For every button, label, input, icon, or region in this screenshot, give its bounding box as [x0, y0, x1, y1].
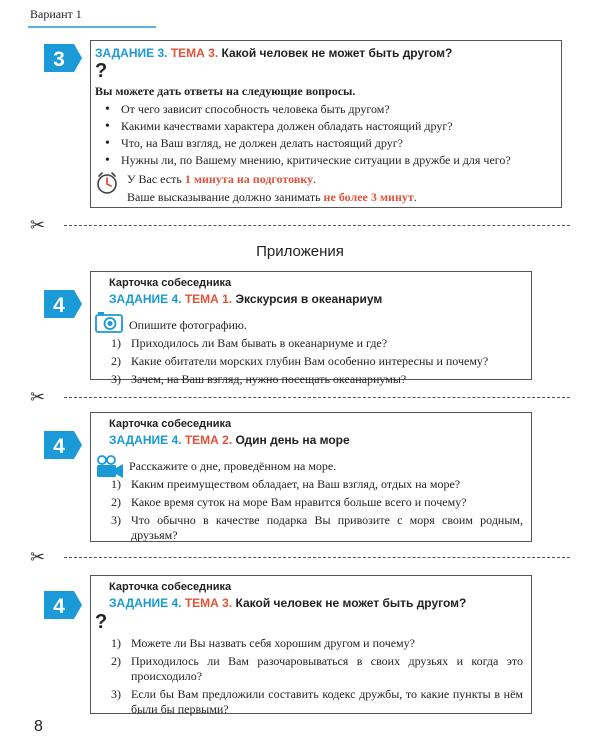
q-text: Если бы Вам предложили составить кодекс дружбы, то какие пункты в нём были бы первыми? [131, 687, 523, 716]
task-badge-4 [44, 431, 82, 459]
q-number: 3) [111, 513, 121, 527]
card3-title: Какой человек не может быть другом? [235, 596, 467, 610]
card1-title: Экскурсия в океанариум [235, 292, 383, 306]
q-text: Зачем, на Ваш взгляд, нужно посещать океанариумы? [131, 372, 407, 386]
camera-icon [95, 311, 123, 338]
list-item: • Что, на Ваш взгляд, не должен делать настоящий друг? [95, 136, 555, 151]
clock-icon [95, 171, 119, 200]
card2-task-label: ЗАДАНИЕ 4. [109, 433, 182, 447]
scissors-icon: ✂ [30, 215, 46, 236]
card2-title: Один день на море [235, 433, 350, 447]
task3-intro: Вы можете дать ответы на следующие вопросы. [95, 84, 356, 98]
card2-instruction: Расскажите о дне, проведённом на море. [129, 459, 337, 473]
list-item [109, 636, 523, 651]
list-item [109, 513, 523, 543]
interlocutor-card-2 [90, 412, 532, 542]
scissors-icon: ✂ [30, 387, 46, 408]
card1-theme-label: ТЕМА 1. [184, 292, 233, 306]
prep-time: 1 минута на подготовку [184, 172, 314, 186]
q-text: Какое время суток на море Вам нравится больше всего и почему? [131, 495, 467, 509]
q-text: Приходилось ли Вам разочаровываться в своих друзьях и когда это происходило? [131, 654, 523, 683]
task-badge-3 [44, 44, 82, 72]
interlocutor-label: Карточка собеседника [109, 277, 232, 289]
question-mark-icon: ? [95, 611, 108, 633]
card3-theme-label: ТЕМА 3. [184, 596, 233, 610]
task-badge-3-number: 3 [53, 48, 65, 71]
list-item [109, 354, 523, 369]
q-number: 1) [111, 336, 121, 350]
variant-underline [28, 26, 156, 28]
q-text: Какие обитатели морских глубин Вам особенно интересны и почему? [131, 354, 489, 368]
q-number: 3) [111, 372, 121, 386]
list-item [109, 654, 523, 684]
scissors-icon: ✂ [30, 547, 46, 568]
list-item [109, 477, 523, 492]
card2-heading [109, 433, 523, 447]
interlocutor-label: Карточка собеседника [109, 581, 232, 593]
page-number: 8 [34, 718, 43, 735]
q-number: 2) [111, 354, 121, 368]
q-text: Что обычно в качестве подарка Вы привозите с моря своим родным, друзьям? [131, 513, 523, 542]
card1-instruction: Опишите фотографию. [129, 318, 247, 332]
task3-theme-label: ТЕМА 3. [170, 46, 219, 60]
list-item: • Какими качествами характера должен обладать настоящий друг? [95, 119, 555, 134]
card3-task-label: ЗАДАНИЕ 4. [109, 596, 182, 610]
list-item: • Нужны ли, по Вашему мнению, критические ситуации в дружбе и для чего? [95, 153, 555, 168]
task3-heading [95, 46, 555, 60]
task-badge-4-number: 4 [53, 294, 65, 317]
task3-question-list [95, 102, 555, 168]
q-text: Можете ли Вы назвать себя хорошим другом и почему? [131, 636, 415, 650]
question-mark-icon: ? [95, 60, 108, 82]
limit-end: . [413, 190, 417, 204]
limit-time: не более 3 минут [323, 190, 414, 204]
q-number: 3) [111, 687, 121, 701]
q-text: Приходилось ли Вам бывать в океанариуме и где? [131, 336, 388, 350]
task3-task-label: ЗАДАНИЕ 3. [95, 46, 168, 60]
cut-line [30, 547, 570, 568]
appendix-title: Приложения [256, 243, 344, 260]
cut-line [30, 215, 570, 236]
task3-limit-note [127, 190, 417, 205]
list-item [109, 687, 523, 717]
list-item [109, 336, 523, 351]
task3-title: Какой человек не может быть другом? [221, 46, 453, 60]
task3-prep-note [127, 172, 316, 187]
task-badge-4 [44, 290, 82, 318]
prep-end: . [313, 172, 317, 186]
interlocutor-card-1 [90, 271, 532, 386]
variant-label: Вариант 1 [30, 7, 82, 21]
card2-question-list [109, 477, 523, 546]
card3-question-list [109, 636, 523, 720]
card1-heading [109, 292, 523, 306]
list-item: • От чего зависит способность человека быть другом? [95, 102, 555, 117]
card1-task-label: ЗАДАНИЕ 4. [109, 292, 182, 306]
q-number: 1) [111, 477, 121, 491]
list-item [109, 372, 523, 387]
q-number: 1) [111, 636, 121, 650]
list-item [109, 495, 523, 510]
task-badge-4 [44, 591, 82, 619]
q-number: 2) [111, 654, 121, 668]
q-text: Каким преимуществом обладает, на Ваш взгляд, отдых на море? [131, 477, 461, 491]
interlocutor-label: Карточка собеседника [109, 418, 232, 430]
task3-card [90, 40, 562, 208]
prep-text: У Вас есть [127, 172, 185, 186]
cut-line [30, 387, 570, 408]
card1-question-list [109, 336, 523, 390]
card3-heading [109, 596, 523, 610]
q-number: 2) [111, 495, 121, 509]
limit-text: Ваше высказывание должно занимать [127, 190, 324, 204]
task-badge-4-number: 4 [53, 595, 65, 618]
interlocutor-card-3 [90, 575, 532, 714]
task-badge-4-number: 4 [53, 435, 65, 458]
card2-theme-label: ТЕМА 2. [184, 433, 233, 447]
